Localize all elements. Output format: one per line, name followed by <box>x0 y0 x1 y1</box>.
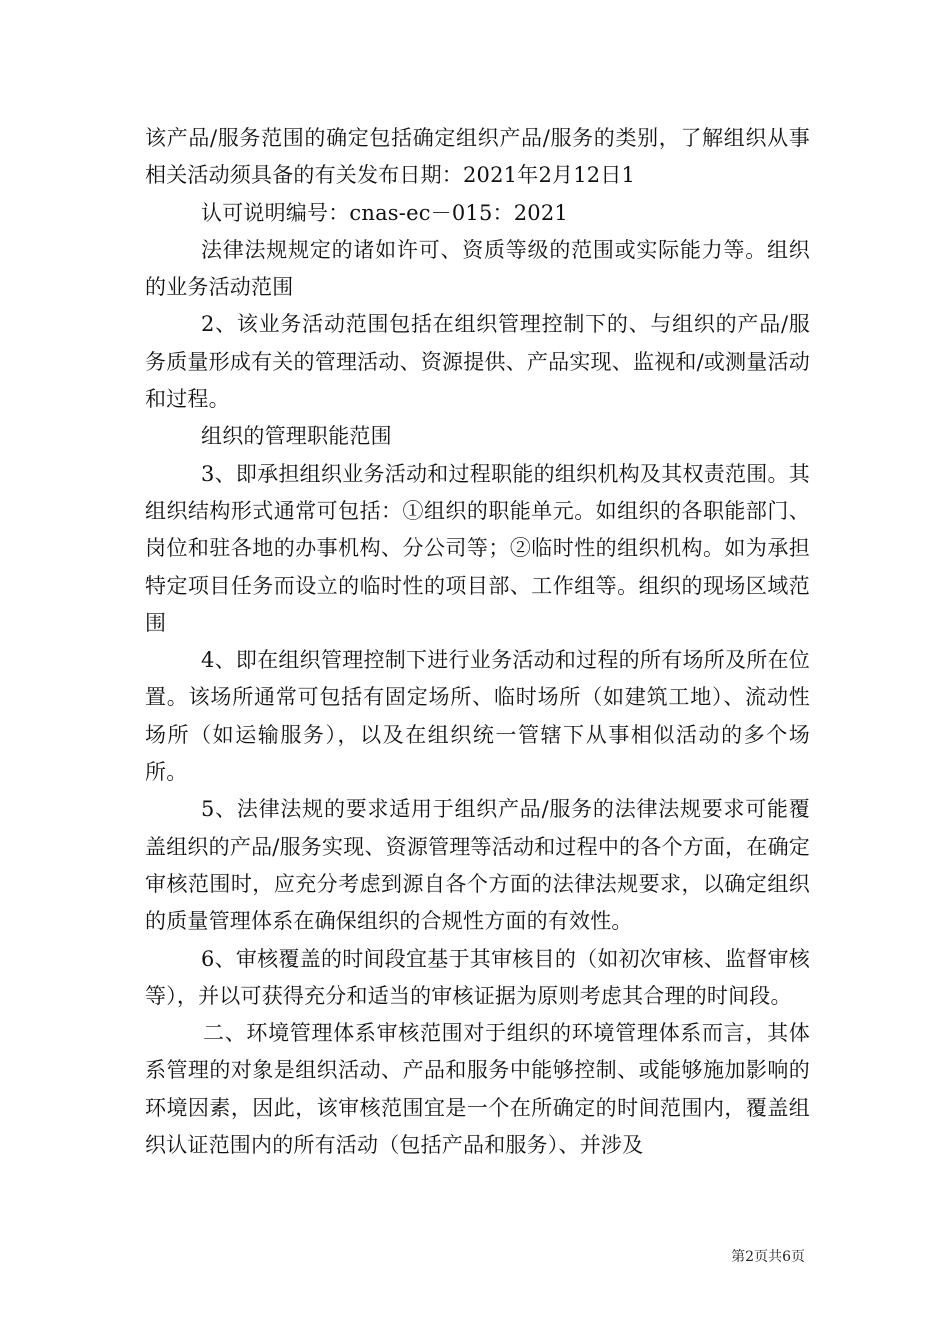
paragraph-organization-structure: 3、即承担组织业务活动和过程职能的组织机构及其权责范围。其组织结构形式通常可包括：①组织的职能单元。如组织的各职能部门、岗位和驻各地的办事机构、分公司等；②临时性的组织机构。如为承担特定项目任务而设立的临时性的项目部、工作组等。组织的现场区域范围 <box>145 461 810 635</box>
paragraph-legal-compliance: 5、法律法规的要求适用于组织产品/服务的法律法规要求可能覆盖组织的产品/服务实现、资源管理等活动和过程中的各个方面，在确定审核范围时，应充分考虑到源自各个方面的法律法规要求，以确定组织的质量管理体系在确保组织的合规性方面的有效性。 <box>145 797 810 934</box>
document-body <box>145 120 810 1164</box>
paragraph-audit-time-period: 6、审核覆盖的时间段宜基于其审核目的（如初次审核、监督审核等），并以可获得充分和适当的审核证据为原则考虑其合理的时间段。 <box>145 946 810 1008</box>
paragraph-business-scope: 2、该业务活动范围包括在组织管理控制下的、与组织的产品/服务质量形成有关的管理活动、资源提供、产品实现、监视和/或测量活动和过程。 <box>145 312 810 412</box>
paragraph-environmental-management: 二、环境管理体系审核范围对于组织的环境管理体系而言，其体系管理的对象是组织活动、产品和服务中能够控制、或能够施加影响的环境因素，因此，该审核范围宜是一个在所确定的时间范围内，覆盖组织认证范围内的所有活动（包括产品和服务）、并涉及 <box>145 1021 810 1158</box>
paragraph-management-function-heading: 组织的管理职能范围 <box>201 424 392 449</box>
page-number-footer: 第2页共6页 <box>731 1249 805 1265</box>
paragraph-legal-requirements: 法律法规规定的诸如许可、资质等级的范围或实际能力等。组织的业务活动范围 <box>145 237 810 300</box>
paragraph-accreditation-number: 认可说明编号：cnas-ec－015：2021 <box>201 200 568 225</box>
paragraph-site-scope: 4、即在组织管理控制下进行业务活动和过程的所有场所及所在位置。该场所通常可包括有固定场所、临时场所（如建筑工地）、流动性场所（如运输服务），以及在组织统一管辖下从事相似活动的多个场所。 <box>145 648 810 785</box>
paragraph-product-scope: 该产品/服务范围的确定包括确定组织产品/服务的类别，了解组织从事相关活动须具备的有关发布日期：2021年2月12日1 <box>145 126 810 188</box>
